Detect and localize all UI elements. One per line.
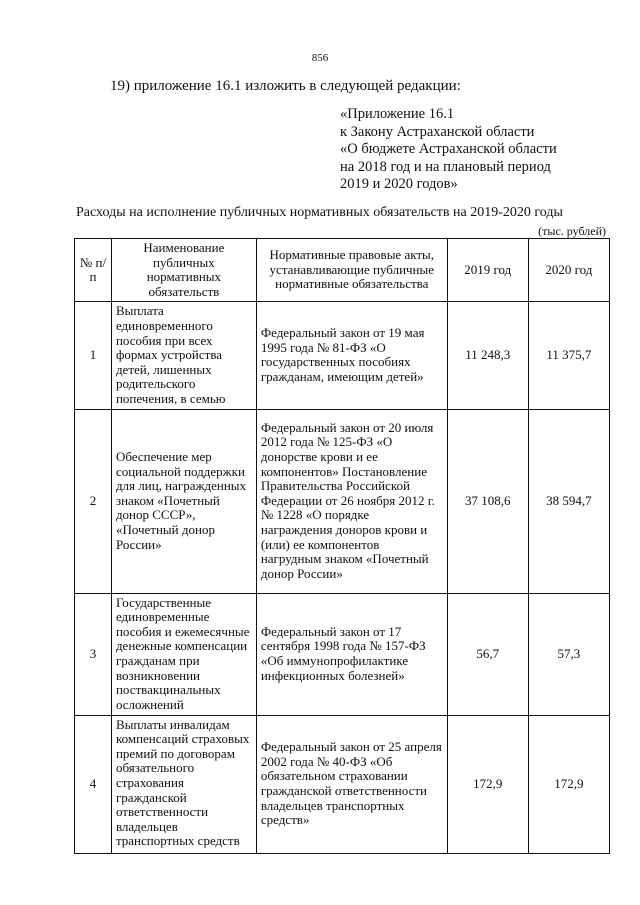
- item-heading: 19) приложение 16.1 изложить в следующей редакции:: [110, 78, 461, 94]
- header-2019: 2019 год: [447, 239, 528, 302]
- value-2019: 56,7: [447, 593, 528, 715]
- header-2020: 2020 год: [528, 239, 609, 302]
- value-2020: 57,3: [528, 593, 609, 715]
- obligations-table: [74, 238, 610, 854]
- row-number: 1: [75, 302, 112, 409]
- obligation-name: Обеспечение мер социальной поддержки для лиц, награжденных знаком «Почетный донор СССР», «Почетный донор России»: [111, 409, 256, 593]
- value-2020: 172,9: [528, 715, 609, 853]
- table-title: Расходы на исполнение публичных нормативных обязательств на 2019-2020 годы: [76, 205, 563, 220]
- value-2020: 38 594,7: [528, 409, 609, 593]
- value-2019: 37 108,6: [447, 409, 528, 593]
- appendix-line: «О бюджете Астраханской области: [340, 141, 557, 157]
- obligation-name: Государственные единовременные пособия и ежемесячные денежные компенсации гражданам при возникновении поствакцинальных осложнений: [111, 593, 256, 715]
- legal-acts: Федеральный закон от 25 апреля 2002 года № 40-ФЗ «Об обязательном страховании гражданской ответственности владельцев транспортных средств»: [256, 715, 447, 853]
- units-note: (тыс. рублей): [538, 224, 606, 238]
- header-name: Наименование публичных нормативных обязательств: [111, 239, 256, 302]
- table-row: [75, 302, 610, 409]
- value-2020: 11 375,7: [528, 302, 609, 409]
- obligation-name: Выплаты инвалидам компенсаций страховых премий по договорам обязательного страхования гражданской ответственности владельцев транспортных средств: [111, 715, 256, 853]
- table-row: [75, 409, 610, 593]
- value-2019: 11 248,3: [447, 302, 528, 409]
- header-num: № п/п: [75, 239, 112, 302]
- table-row: [75, 593, 610, 715]
- header-acts: Нормативные правовые акты, устанавливающие публичные нормативные обязательства: [256, 239, 447, 302]
- row-number: 2: [75, 409, 112, 593]
- legal-acts: Федеральный закон от 19 мая 1995 года № 81-ФЗ «О государственных пособиях гражданам, имеющим детей»: [256, 302, 447, 409]
- table-header-row: [75, 239, 610, 302]
- page-number: 856: [311, 52, 329, 64]
- appendix-line: «Приложение 16.1: [340, 106, 455, 122]
- appendix-reference: [340, 106, 557, 194]
- appendix-line: 2019 и 2020 годов»: [340, 176, 458, 192]
- table-row: [75, 715, 610, 853]
- row-number: 3: [75, 593, 112, 715]
- legal-acts: Федеральный закон от 20 июля 2012 года № 125-ФЗ «О донорстве крови и ее компонентов» Постановление Правительства Российской Федерации от 26 ноября 2012 г. № 1228 «О порядке награждения доноров крови и (или) ее компонентов нагрудным знаком «Почетный донор России»: [256, 409, 447, 593]
- row-number: 4: [75, 715, 112, 853]
- legal-acts: Федеральный закон от 17 сентября 1998 года № 157-ФЗ «Об иммунопрофилактике инфекционных болезней»: [256, 593, 447, 715]
- appendix-line: на 2018 год и на плановый период: [340, 158, 551, 175]
- value-2019: 172,9: [447, 715, 528, 853]
- obligation-name: Выплата единовременного пособия при всех формах устройства детей, лишенных родительского попечения, в семью: [111, 302, 256, 409]
- appendix-line: к Закону Астраханской области: [340, 123, 535, 140]
